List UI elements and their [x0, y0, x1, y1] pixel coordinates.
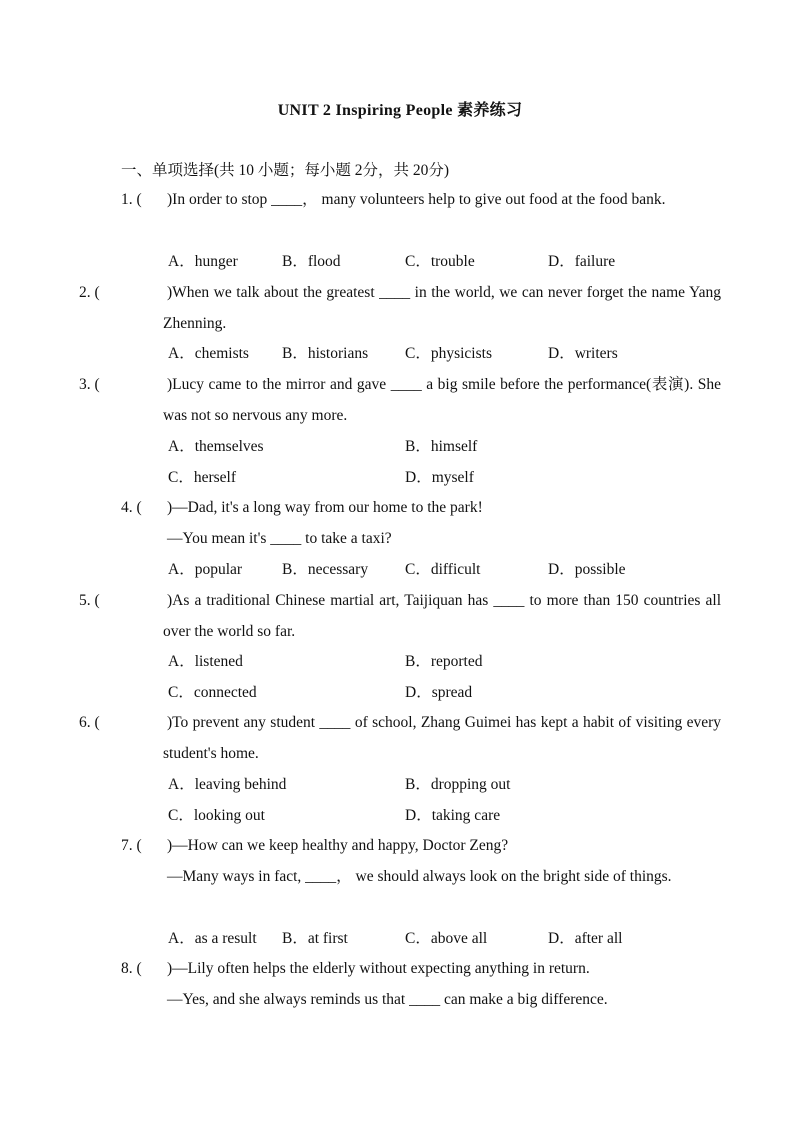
- option-c[interactable]: C．physicists: [405, 345, 492, 362]
- option-c[interactable]: C．herself: [168, 469, 237, 486]
- question-8-number: 8. (: [121, 960, 142, 977]
- option-a[interactable]: A．listened: [168, 653, 243, 670]
- question-5-text: )As a traditional Chinese martial art, Taijiquan has ____ to more than 150 countries all over the world so far.: [163, 592, 721, 640]
- option-d[interactable]: D．writers: [548, 345, 618, 362]
- option-d[interactable]: D．failure: [548, 253, 616, 270]
- question-1-stem: [121, 184, 679, 215]
- question-4: [121, 492, 679, 554]
- option-c[interactable]: C．above all: [405, 930, 488, 947]
- question-5-stem: [79, 585, 721, 647]
- option-b[interactable]: B．necessary: [282, 561, 369, 578]
- option-d[interactable]: D．possible: [548, 561, 626, 578]
- question-4-reply: —You mean it's ____ to take a taxi?: [167, 530, 392, 547]
- question-6-number: 6. (: [79, 714, 100, 731]
- question-7-number: 7. (: [121, 837, 142, 854]
- question-4-text: )—Dad, it's a long way from our home to the park!: [167, 499, 483, 516]
- question-3: [79, 369, 721, 431]
- option-a[interactable]: A．as a result: [168, 930, 257, 947]
- question-3-number: 3. (: [79, 376, 100, 393]
- question-3-text: )Lucy came to the mirror and gave ____ a big smile before the performance(表演). She was not so nervous any more.: [163, 376, 721, 424]
- question-1: [121, 184, 679, 215]
- question-5: [79, 585, 721, 647]
- option-d[interactable]: D．spread: [405, 684, 473, 701]
- option-c[interactable]: C．trouble: [405, 253, 475, 270]
- option-b[interactable]: B．reported: [405, 653, 483, 670]
- question-7-options: [168, 923, 688, 954]
- option-d[interactable]: D．myself: [405, 469, 474, 486]
- option-b[interactable]: B．dropping out: [405, 776, 511, 793]
- question-2-stem: [79, 277, 721, 339]
- question-2-options: [168, 338, 688, 369]
- option-b[interactable]: B．at first: [282, 930, 348, 947]
- question-7: [121, 830, 679, 892]
- question-2: [79, 277, 721, 339]
- question-5-number: 5. (: [79, 592, 100, 609]
- option-c[interactable]: C．connected: [168, 684, 257, 701]
- question-1-options: [168, 246, 688, 277]
- option-a[interactable]: A．chemists: [168, 345, 249, 362]
- question-7-reply: —Many ways in fact, ____， we should always look on the bright side of things.: [167, 868, 672, 885]
- question-6-options-row2: [168, 800, 688, 831]
- option-c[interactable]: C．looking out: [168, 807, 265, 824]
- question-8-stem: [121, 953, 679, 984]
- question-2-number: 2. (: [79, 284, 100, 301]
- option-b[interactable]: B．himself: [405, 438, 478, 455]
- question-5-options-row2: [168, 677, 688, 708]
- question-7-stem: [121, 830, 679, 861]
- question-3-options-row2: [168, 462, 688, 493]
- question-8-reply: —Yes, and she always reminds us that ____ can make a big difference.: [167, 991, 608, 1008]
- question-8: [121, 953, 679, 1015]
- question-1-text: )In order to stop ____， many volunteers help to give out food at the food bank.: [167, 191, 666, 208]
- question-5-options-row1: [168, 646, 688, 677]
- option-b[interactable]: B．historians: [282, 345, 369, 362]
- question-3-options-row1: [168, 431, 688, 462]
- question-2-text: )When we talk about the greatest ____ in the world, we can never forget the name Yang Zhenning.: [163, 284, 721, 332]
- question-6-stem: [79, 707, 721, 769]
- question-6: [79, 707, 721, 769]
- question-8-text: )—Lily often helps the elderly without expecting anything in return.: [167, 960, 590, 977]
- section-heading: 一、单项选择(共 10 小题；每小题 2分，共 20分): [121, 162, 450, 179]
- option-d[interactable]: D．taking care: [405, 807, 501, 824]
- question-4-number: 4. (: [121, 499, 142, 516]
- option-a[interactable]: A．hunger: [168, 253, 238, 270]
- question-3-stem: [79, 369, 721, 431]
- option-b[interactable]: B．flood: [282, 253, 341, 270]
- question-4-options: [168, 554, 688, 585]
- question-6-options-row1: [168, 769, 688, 800]
- question-7-text: )—How can we keep healthy and happy, Doctor Zeng?: [167, 837, 509, 854]
- option-a[interactable]: A．themselves: [168, 438, 264, 455]
- question-1-number: 1. (: [121, 191, 142, 208]
- option-a[interactable]: A．leaving behind: [168, 776, 287, 793]
- option-a[interactable]: A．popular: [168, 561, 243, 578]
- option-c[interactable]: C．difficult: [405, 561, 481, 578]
- question-4-stem: [121, 492, 679, 523]
- option-d[interactable]: D．after all: [548, 930, 623, 947]
- question-6-text: )To prevent any student ____ of school, Zhang Guimei has kept a habit of visiting every student's home.: [163, 714, 721, 762]
- page-title: UNIT 2 Inspiring People 素养练习: [277, 102, 523, 119]
